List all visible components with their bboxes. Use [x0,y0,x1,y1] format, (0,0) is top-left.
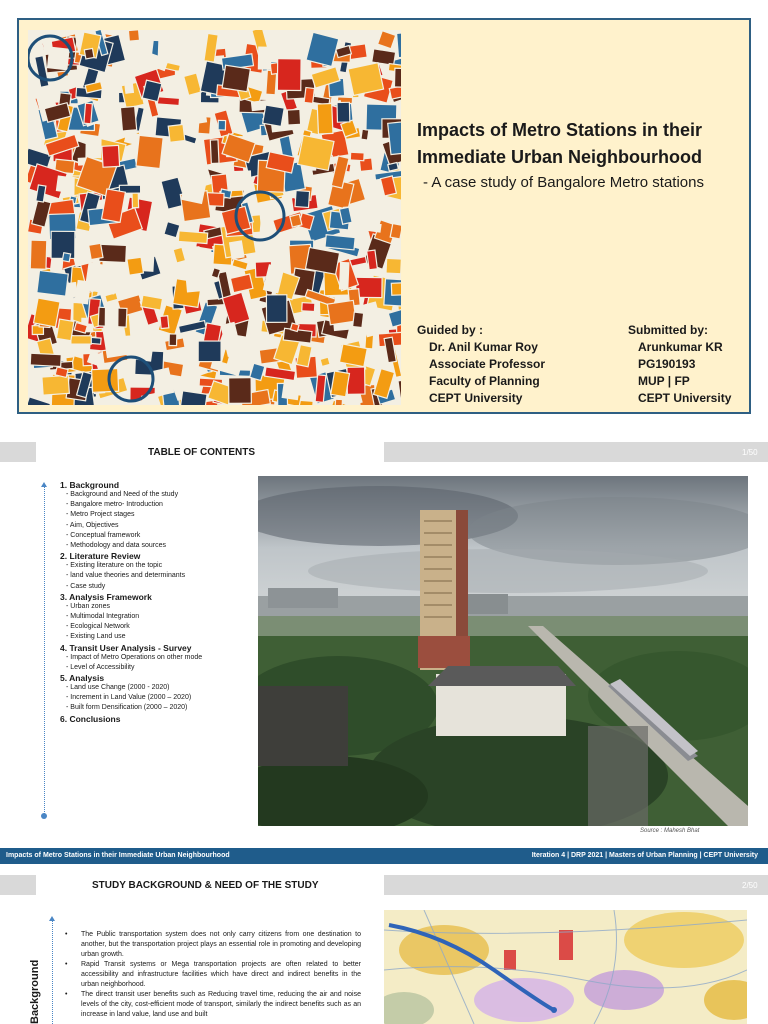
toc-section [60,673,260,714]
toc-item: - Methodology and data sources [66,542,167,550]
toc-section [60,551,260,592]
slide-footer [0,848,768,864]
toc-item: - Built form Densification (2000 – 2020) [66,704,188,712]
guided-by-block [417,322,545,407]
toc-section [60,592,260,643]
toc-section [60,480,260,551]
toc-item: - Existing literature on the topic [66,562,163,570]
metro-city-photo [258,476,748,826]
arrow-up-icon [41,482,47,487]
toc-section-title[interactable]: 4. Transit User Analysis - Survey [60,642,192,653]
toc-item: - Multimodal Integration [66,613,140,621]
guided-by-heading: Guided by : [417,323,483,337]
toc-item: - Ecological Network [66,623,130,631]
toc-item: - land value theories and determinants [66,572,186,580]
slide-header-toc: TABLE OF CONTENTS [148,447,256,458]
bullet-item: • The direct transit user benefits such as Reducing travel time, reducing the air and noise levels of the city, cost-efficient mode of transport, similarly the indirect benefits such as an increase in land value, land use and built [65,990,361,1020]
city-map-artwork [28,30,401,405]
page-number: 1/50 [742,448,758,457]
header-bar-right [384,442,768,462]
submitter-line: Arunkumar KR [638,340,723,354]
bullet-item: • Rapid Transit systems or Mega transportation projects are often related to better accessibility and infrastructure facilities which have direct and indirect benefits in the urban neighborhood. [65,960,361,990]
header-bar-left [0,875,36,895]
toc-section [60,643,260,673]
submitted-by-block [628,322,731,407]
side-label-background: Background [29,959,41,1024]
header-bar-left [0,442,36,462]
toc-section-title[interactable]: 2. Literature Review [60,551,141,562]
toc-item: - Background and Need of the study [66,491,179,498]
guide-line: Dr. Anil Kumar Roy [429,340,538,354]
presentation-title: Impacts of Metro Stations in their Immediate Urban Neighbourhood [417,120,703,167]
toc-arrow-line [44,486,45,816]
toc-item: - Level of Accessibility [66,663,135,671]
toc-item: - Urban zones [66,602,110,610]
submitter-line: PG190193 [638,357,696,371]
toc-section [60,714,260,724]
dot-icon [41,813,47,819]
guide-line: Associate Professor [429,357,546,371]
page-number: 2/50 [742,881,758,890]
toc-item: - Conceptual framework [66,531,141,539]
submitted-by-heading: Submitted by: [628,323,708,337]
toc-section-title[interactable]: 6. Conclusions [60,713,121,724]
side-arrow-line [52,920,53,1024]
photo-caption: Source : Mahesh Bhat [640,828,700,834]
slide-header-background: STUDY BACKGROUND & NEED OF THE STUDY [92,880,319,891]
footer-title: Impacts of Metro Stations in their Immediate Urban Neighbourhood [6,852,230,859]
guide-line: Faculty of Planning [429,374,540,388]
arrow-up-icon [49,916,55,921]
guide-line: CEPT University [429,391,523,405]
background-bullets [65,930,361,1020]
toc-item: - Land use Change (2000 - 2020) [66,684,170,692]
toc-item: - Metro Project stages [66,511,135,519]
toc-section-title[interactable]: 5. Analysis [60,673,105,684]
footer-meta: Iteration 4 | DRP 2021 | Masters of Urban Planning | CEPT University [531,852,758,859]
toc-section-title[interactable]: 3. Analysis Framework [60,591,152,602]
toc-item: - Aim, Objectives [66,521,119,529]
toc-item: - Existing Land use [66,633,126,641]
table-of-contents [60,480,260,724]
toc-item: - Bangalore metro- Introduction [66,501,163,509]
submitter-line: MUP | FP [638,374,690,388]
bullet-item: • The Public transportation system does not only carry citizens from one destination to another, but the transportation project plays an essential role in promoting and developing urban growth. [65,930,361,960]
toc-section-title[interactable]: 1. Background [60,480,120,490]
toc-item: - Case study [66,582,106,590]
header-bar-right [384,875,768,895]
presentation-subtitle: - A case study of Bangalore Metro stations [423,174,704,191]
toc-item: - Increment in Land Value (2000 – 2020) [66,694,192,702]
land-use-map [384,910,747,1024]
toc-item: - Impact of Metro Operations on other mode [66,653,203,661]
submitter-line: CEPT University [638,391,732,405]
